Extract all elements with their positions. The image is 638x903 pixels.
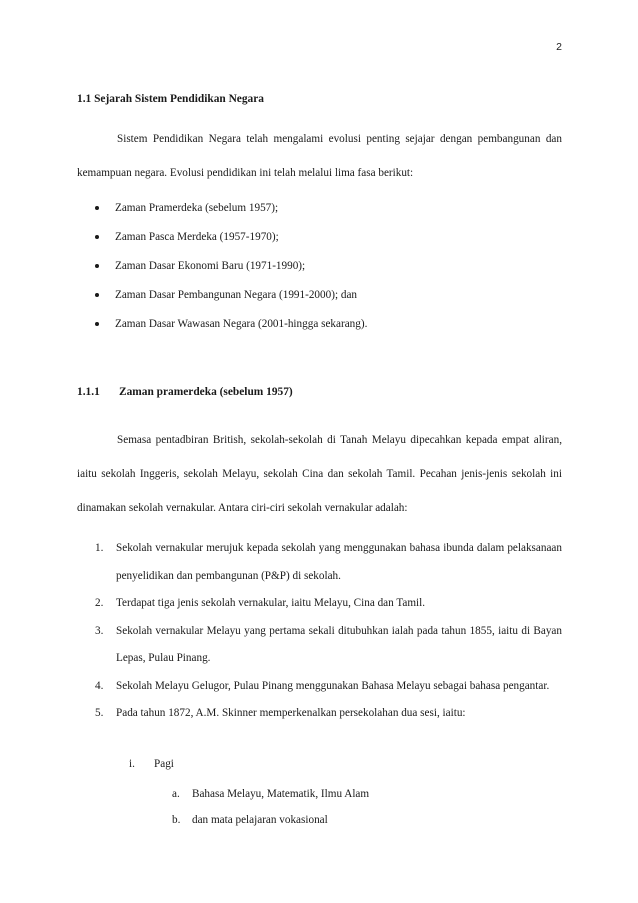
list-item: 5. Pada tahun 1872, A.M. Skinner memperkenalkan persekolahan dua sesi, iaitu: — [95, 707, 466, 719]
sub-item: i. Pagi — [129, 758, 174, 770]
bullet-item: Zaman Dasar Pembangunan Negara (1991-2000); dan — [94, 285, 367, 314]
list-item: 1. Sekolah vernakular merujuk kepada sekolah yang menggunakan bahasa ibunda dalam pelaksanaan penyelidikan dan pembangunan (P&P) di sekolah. — [95, 542, 562, 582]
sub-sub-item: b. dan mata pelajaran vokasional — [172, 814, 328, 826]
list-item: 2. Terdapat tiga jenis sekolah vernakular, iaitu Melayu, Cina dan Tamil. — [95, 597, 426, 609]
phase-bullet-list — [94, 198, 367, 343]
section-intro-paragraph: Sistem Pendidikan Negara telah mengalami evolusi penting sejajar dengan pembangunan dan kemampuan negara. Evolusi pendidikan ini telah melalui lima fasa berikut: — [77, 133, 562, 179]
bullet-item: Zaman Pramerdeka (sebelum 1957); — [94, 198, 367, 227]
sub-sub-item: a. Bahasa Melayu, Matematik, Ilmu Alam — [172, 788, 370, 800]
characteristics-list — [95, 535, 562, 728]
subsection-intro-paragraph: Semasa pentadbiran British, sekolah-sekolah di Tanah Melayu dipecahkan kepada empat aliran, iaitu sekolah Inggeris, sekolah Melayu, sekolah Cina dan sekolah Tamil. Pecahan jenis-jenis sekolah ini dinamakan sekolah vernakular. Antara ciri-ciri sekolah vernakular adalah: — [77, 434, 562, 514]
section-heading: 1.1 Sejarah Sistem Pendidikan Negara — [77, 93, 264, 105]
list-item: 4. Sekolah Melayu Gelugor, Pulau Pinang menggunakan Bahasa Melayu sebagai bahasa pengantar. — [95, 679, 550, 692]
subsection-number: 1.1.1 — [77, 386, 100, 398]
bullet-item: Zaman Pasca Merdeka (1957-1970); — [94, 227, 367, 256]
list-item: 3. Sekolah vernakular Melayu yang pertama sekali ditubuhkan ialah pada tahun 1855, iaitu di Bayan Lepas, Pulau Pinang. — [95, 624, 562, 664]
bullet-item: Zaman Dasar Ekonomi Baru (1971-1990); — [94, 256, 367, 285]
subsection-title: Zaman pramerdeka (sebelum 1957) — [119, 386, 293, 398]
page-number: 2 — [556, 41, 562, 53]
bullet-item: Zaman Dasar Wawasan Negara (2001-hingga sekarang). — [94, 314, 367, 343]
subsection-heading — [77, 386, 293, 398]
